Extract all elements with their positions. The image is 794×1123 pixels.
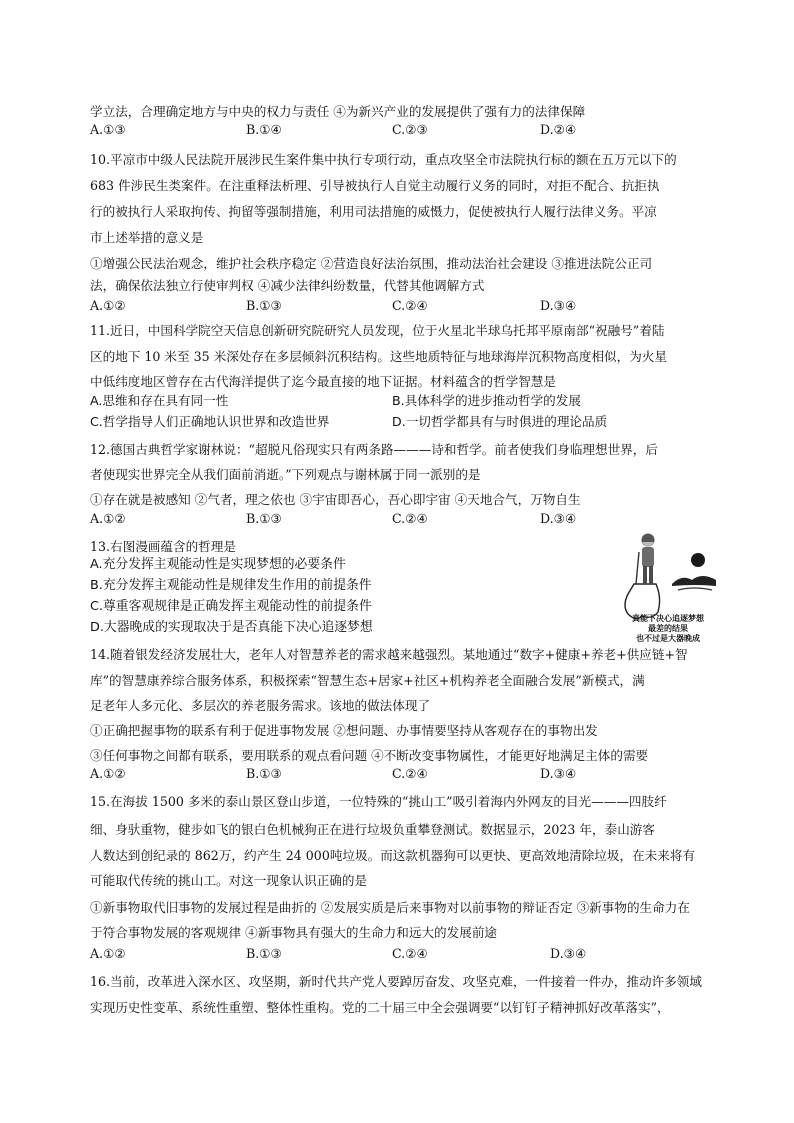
q9-option-b: B.①④ (246, 122, 282, 137)
old-man-figure (636, 534, 655, 585)
q15-option-d: D.③④ (550, 946, 587, 961)
q14-option-c: C.②④ (392, 766, 428, 781)
q13-option-a: A.充分发挥主观能动性是实现梦想的必要条件 (90, 557, 346, 572)
q10-line-6: 法，确保依法独立行使审判权 ④减少法律纠纷数量，代替其他调解方式 (90, 278, 485, 293)
q14-line-2: 库”的智慧康养综合服务体系，积极探索“智慧生态+居家+社区+机构养老全面融合发展”新模式，满 (90, 673, 645, 688)
q15-line-2: 细、身驮重物，健步如飞的银白色机械狗正在进行垃圾负重攀登测试。数据显示，2023 年，泰山游客 (90, 822, 655, 837)
hills-shape (672, 576, 716, 586)
q10-option-b: B.①③ (246, 298, 282, 313)
q10-line-3: 行的被执行人采取拘传、拘留等强制措施，利用司法措施的威慑力，促使被执行人履行法律义务。平凉 (90, 204, 657, 219)
q14-option-d: D.③④ (540, 766, 577, 781)
q9-continuation: 学立法，合理确定地方与中央的权力与责任 ④为新兴产业的发展提供了强有力的法律保障 (90, 104, 586, 119)
q12-option-c: C.②④ (392, 511, 428, 526)
q15-line-5: ①新事物取代旧事物的发展过程是曲折的 ②发展实质是后来事物对以前事物的辩证否定 ③新事物的生命力在 (90, 900, 690, 915)
q12-option-a: A.①② (90, 511, 126, 526)
q14-line-3: 足老年人多元化、多层次的养老服务需求。该地的做法体现了 (90, 698, 431, 713)
q10-option-d: D.③④ (540, 298, 577, 313)
q15-option-a: A.①② (90, 946, 126, 961)
q11-line-3: 中低纬度地区曾存在古代海洋提供了迄今最直接的地下证据。材料蕴含的哲学智慧是 (90, 374, 556, 389)
q15-option-b: B.①③ (246, 946, 282, 961)
q10-line-2: 683 件涉民生类案件。在注重释法析理、引导被执行人自觉主动履行义务的同时，对拒不配合、抗拒执 (90, 178, 660, 193)
caption-line-3: 也不过是大器晚成 (636, 634, 700, 643)
q14-line-5: ③任何事物之间都有联系，要用联系的观点看问题 ④不断改变事物属性，才能更好地满足主体的需要 (90, 748, 649, 763)
q10-line-5: ①增强公民法治观念，维护社会秩序稳定 ②营造良好法治氛围，推动法治社会建设 ③推进法院公正司 (90, 256, 653, 271)
q11-option-c: C.哲学指导人们正确地认识世界和改造世界 (90, 414, 330, 429)
q12-option-d: D.③④ (540, 511, 577, 526)
caption-line-1: 真能下决心追逐梦想 (632, 614, 704, 623)
q9-option-c: C.②③ (392, 122, 428, 137)
q14-option-b: B.①③ (246, 766, 282, 781)
caption-line-2: 最差的结果 (648, 624, 688, 633)
q13-option-c: C.尊重客观规律是正确发挥主观能动性的前提条件 (90, 599, 372, 614)
q16-line-1: 16.当前，改革进入深水区、攻坚期，新时代共产党人要踔厉奋发、攻坚克难，一件接着一件办，推动许多领域 (90, 974, 702, 989)
sun-icon (691, 553, 705, 567)
q10-option-a: A.①② (90, 298, 126, 313)
q11-option-b: B.具体科学的进步推动哲学的发展 (392, 393, 581, 408)
q11-option-a: A.思维和存在具有同一性 (90, 393, 229, 408)
q12-line-1: 12.德国古典哲学家谢林说：“超脱凡俗现实只有两条路———诗和哲学。前者使我们身临理想世界，后 (90, 442, 658, 457)
q15-line-6: 于符合事物发展的客观规律 ④新事物具有强大的生命力和远大的发展前途 (90, 925, 498, 940)
q15-option-c: C.②④ (392, 946, 428, 961)
q14-line-4: ①正确把握事物的联系有利于促进事物发展 ②想问题、办事情要坚持从客观存在的事物出发 (90, 723, 598, 738)
q11-line-2: 区的地下 10 米至 35 米深处存在多层倾斜沉积结构。这些地质特征与地球海岸沉积物高度相似，为火星 (90, 349, 668, 364)
q9-option-a: A.①③ (90, 122, 126, 137)
q15-line-1: 15.在海拔 1500 多米的泰山景区登山步道，一位特殊的“挑山工”吸引着海内外网友的目光———四肢纤 (90, 794, 667, 809)
q16-line-2: 实现历史性变革、系统性重塑、整体性重构。党的二十届三中全会强调要“以钉钉子精神抓好改革落实”， (90, 1000, 670, 1015)
q14-option-a: A.①② (90, 766, 126, 781)
q15-line-4: 可能取代传统的挑山工。对这一现象认识正确的是 (90, 873, 368, 888)
q11-line-1: 11.近日，中国科学院空天信息创新研究院研究人员发现，位于火星北半球乌托邦平原南部“祝融号”着陆 (90, 323, 665, 338)
q12-line-3: ①存在就是被感知 ②气者，理之依也 ③宇宙即吾心，吾心即宇宙 ④天地合气，万物自生 (90, 492, 581, 507)
q14-line-1: 14.随着银发经济发展壮大，老年人对智慧养老的需求越来越强烈。某地通过“数字+健康+养老+供应链+智 (90, 647, 688, 662)
q9-option-d: D.②④ (540, 122, 577, 137)
q10-option-c: C.②④ (392, 298, 428, 313)
cartoon-caption (612, 614, 724, 644)
q15-line-3: 人数达到创纪录的 862万，约产生 24 000吨垃圾。而这款机器狗可以更快、更高效地清除垃圾，在未来将有 (90, 848, 696, 863)
q13-stem: 13.右图漫画蕴含的哲理是 (90, 539, 236, 554)
q13-option-b: B.充分发挥主观能动性是规律发生作用的前提条件 (90, 578, 372, 593)
q10-line-4: 市上述举措的意义是 (90, 230, 204, 245)
q11-option-d: D.一切哲学都具有与时俱进的理论品质 (392, 414, 608, 429)
q10-line-1: 10.平凉市中级人民法院开展涉民生案件集中执行专项行动，重点攻坚全市法院执行标的额在五万元以下的 (90, 152, 677, 167)
q12-line-2: 者使现实世界完全从我们面前消逝。”下列观点与谢林属于同一派别的是 (90, 467, 481, 482)
q12-option-b: B.①③ (246, 511, 282, 526)
q13-option-d: D.大器晚成的实现取决于是否真能下决心追逐梦想 (90, 620, 373, 635)
